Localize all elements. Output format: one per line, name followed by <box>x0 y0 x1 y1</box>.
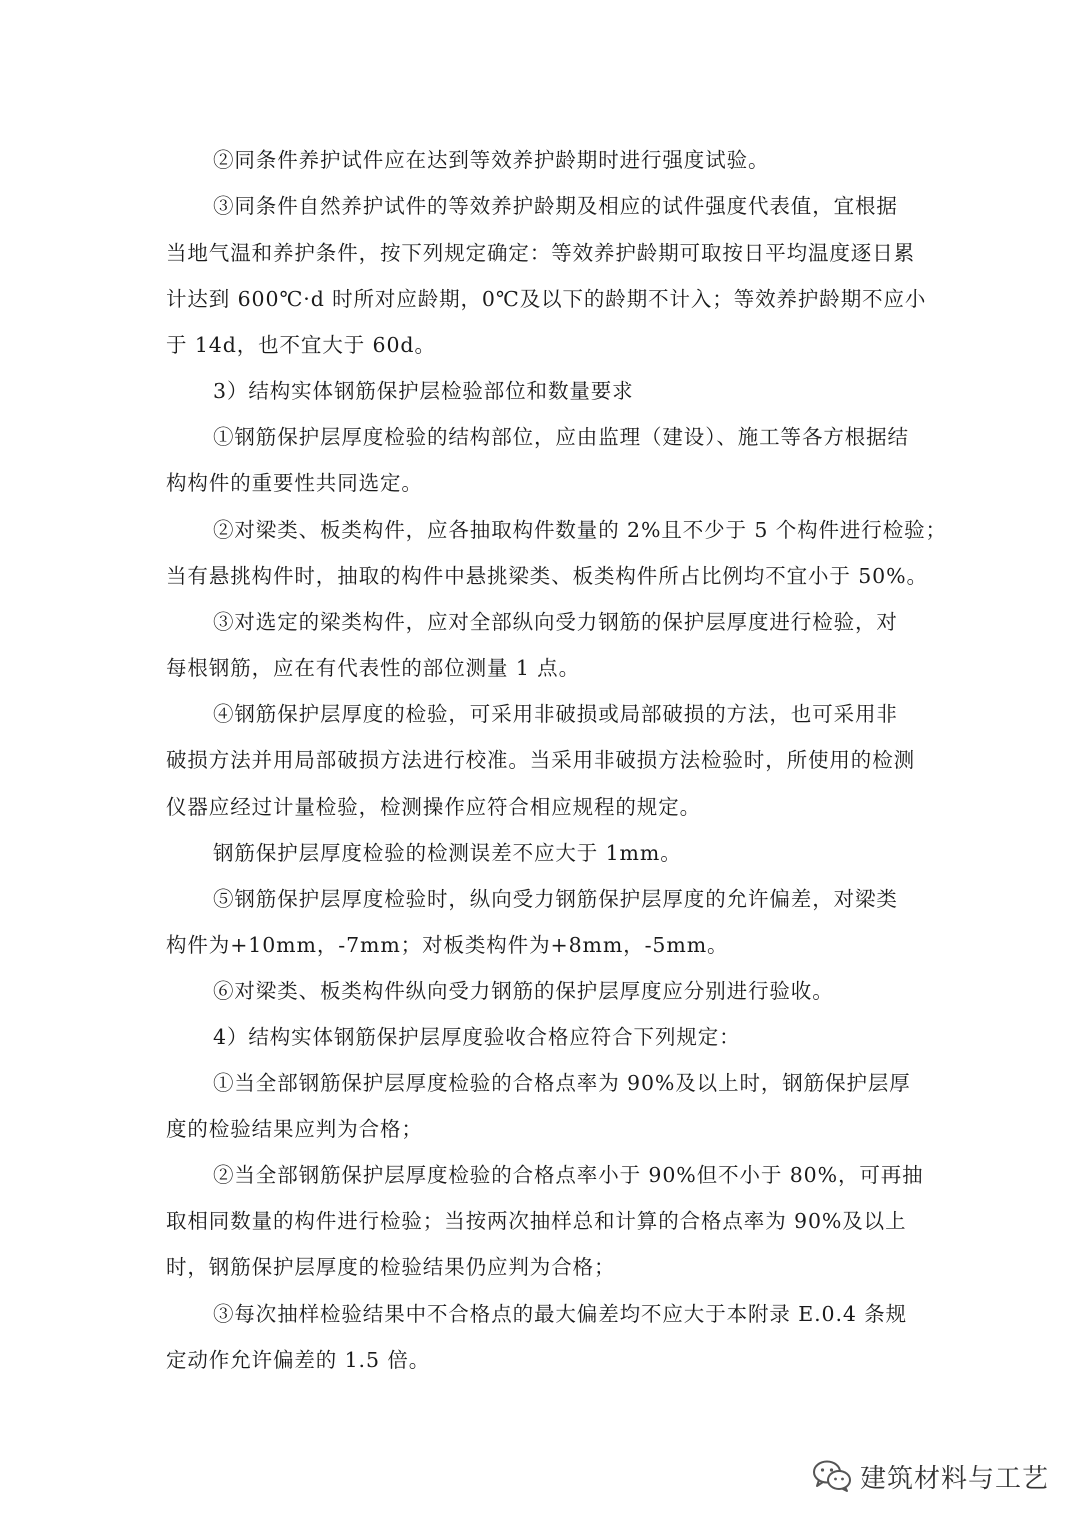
paragraph-line: 构构件的重要性共同选定。 <box>166 471 423 495</box>
paragraph-line: ③每次抽样检验结果中不合格点的最大偏差均不应大于本附录 E.0.4 条规 <box>213 1302 908 1326</box>
paragraph-line: ①当全部钢筋保护层厚度检验的合格点率为 90%及以上时，钢筋保护层厚 <box>213 1071 911 1095</box>
section-heading: 3）结构实体钢筋保护层检验部位和数量要求 <box>213 379 634 403</box>
paragraph-line: ①钢筋保护层厚度检验的结构部位，应由监理（建设）、施工等各方根据结 <box>213 425 909 449</box>
paragraph-line: 计达到 600℃·d 时所对应龄期，0℃及以下的龄期不计入；等效养护龄期不应小 <box>166 287 927 311</box>
paragraph-line: ③对选定的梁类构件，应对全部纵向受力钢筋的保护层厚度进行检验，对 <box>213 610 898 634</box>
wechat-icon <box>812 1459 852 1493</box>
section-heading: 4）结构实体钢筋保护层厚度验收合格应符合下列规定： <box>213 1025 741 1049</box>
paragraph-line: ⑤钢筋保护层厚度检验时，纵向受力钢筋保护层厚度的允许偏差，对梁类 <box>213 887 898 911</box>
paragraph-line: 当有悬挑构件时，抽取的构件中悬挑梁类、板类构件所占比例均不宜小于 50%。 <box>166 564 928 588</box>
paragraph-line: 定动作允许偏差的 1.5 倍。 <box>166 1348 431 1372</box>
paragraph-line: 钢筋保护层厚度检验的检测误差不应大于 1mm。 <box>213 841 682 865</box>
paragraph-line: 当地气温和养护条件，按下列规定确定：等效养护龄期可取按日平均温度逐日累 <box>166 241 915 265</box>
paragraph-line: ③同条件自然养护试件的等效养护龄期及相应的试件强度代表值，宜根据 <box>213 194 898 218</box>
paragraph-line: ②同条件养护试件应在达到等效养护龄期时进行强度试验。 <box>213 148 770 172</box>
paragraph-line: ②对梁类、板类构件，应各抽取构件数量的 2%且不少于 5 个构件进行检验； <box>213 518 947 542</box>
paragraph-line: 仪器应经过计量检验，检测操作应符合相应规程的规定。 <box>166 795 701 819</box>
paragraph-line: 时，钢筋保护层厚度的检验结果仍应判为合格； <box>166 1255 616 1279</box>
paragraph-line: 破损方法并用局部破损方法进行校准。当采用非破损方法检验时，所使用的检测 <box>166 748 915 772</box>
paragraph-line: 于 14d，也不宜大于 60d。 <box>166 333 436 357</box>
paragraph-line: 取相同数量的构件进行检验；当按两次抽样总和计算的合格点率为 90%及以上 <box>166 1209 907 1233</box>
watermark-text: 建筑材料与工艺 <box>860 1463 1050 1494</box>
paragraph-line: 每根钢筋，应在有代表性的部位测量 1 点。 <box>166 656 580 680</box>
paragraph-line: 构件为+10mm，-7mm；对板类构件为+8mm，-5mm。 <box>166 933 729 957</box>
paragraph-line: ②当全部钢筋保护层厚度检验的合格点率小于 90%但不小于 80%，可再抽 <box>213 1163 924 1187</box>
paragraph-line: ④钢筋保护层厚度的检验，可采用非破损或局部破损的方法，也可采用非 <box>213 702 898 726</box>
watermark <box>812 1456 1049 1496</box>
paragraph-line: ⑥对梁类、板类构件纵向受力钢筋的保护层厚度应分别进行验收。 <box>213 979 834 1003</box>
paragraph-line: 度的检验结果应判为合格； <box>166 1117 423 1141</box>
